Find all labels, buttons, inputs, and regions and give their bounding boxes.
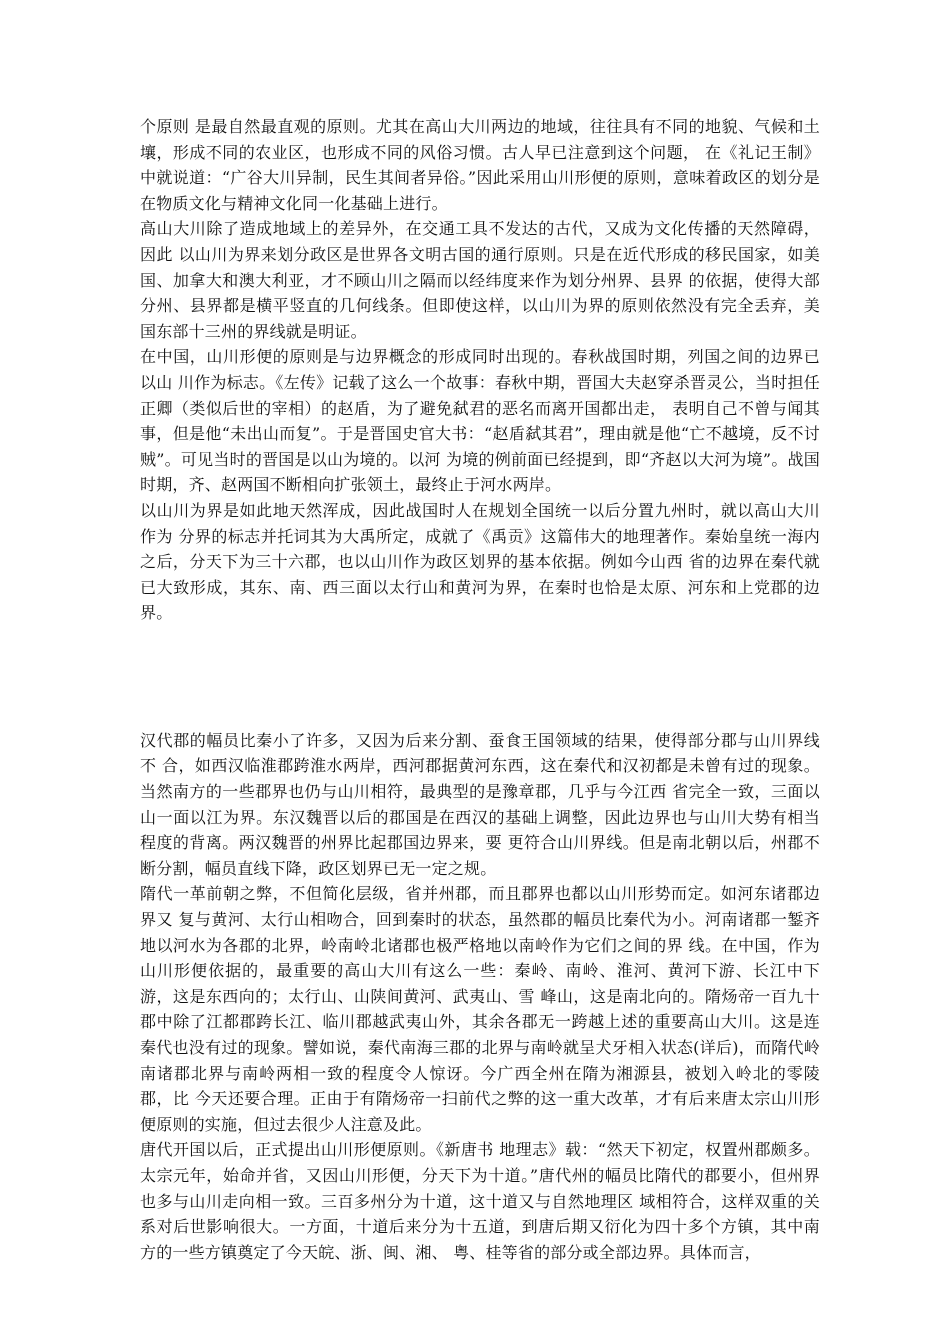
paragraph: 高山大川除了造成地域上的差异外，在交通工具不发达的古代，又成为文化传播的天然障碍，因此 以山川为界来划分政区是世界各文明古国的通行原则。只是在近代形成的移民国家，如美国、加拿大和澳大利亚，才不顾山川之隔而以经纬度来作为划分州界、县界 的依据，使得大部分州、县界都是横平竖直的几何线条。但即使这样，以山川为界的原则依然没有完全丢弃，美国东部十三州的界线就是明证。 <box>140 219 820 341</box>
paragraph: 以山川为界是如此地天然浑成，因此战国时人在规划全国统一以后分置九州时，就以高山大川作为 分界的标志并托词其为大禹所定，成就了《禹贡》这篇伟大的地理著作。秦始皇统一海内之后，分天下为三十六郡，也以山川作为政区划界的基本依据。例如今山西 省的边界在秦代就已大致形成，其东、南、西三面以太行山和黄河为界，在秦时也恰是太原、河东和上党郡的边界。 <box>140 500 820 623</box>
text-section-bottom <box>140 728 820 1265</box>
paragraph: 在中国，山川形便的原则是与边界概念的形成同时出现的。春秋战国时期，列国之间的边界已以山 川作为标志。《左传》记载了这么一个故事：春秋中期，晋国大夫赵穿杀晋灵公，当时担任正卿（类似后世的宰相）的赵盾，为了避免弑君的恶名而离开国都出走， 表明自己不曾与闻其事，但是他“未出山而复”。于是晋国史官大书：“赵盾弑其君”，理由就是他“亡不越境，反不讨贼”。可见当时的晋国是以山为境的。以河 为境的例前面已经提到，即“齐赵以大河为境”。战国时期，齐、赵两国不断相向扩张领土，最终止于河水两岸。 <box>140 347 820 495</box>
paragraph: 个原则 是最自然最直观的原则。尤其在高山大川两边的地域，往往具有不同的地貌、气候和土壤，形成不同的农业区，也形成不同的风俗习惯。古人早已注意到这个问题， 在《礼记王制》中就说道：“广谷大川异制，民生其间者异俗。”因此采用山川形便的原则，意味着政区的划分是在物质文化与精神文化同一化基础上进行。 <box>140 117 820 213</box>
paragraph: 隋代一革前朝之弊，不但简化层级，省并州郡，而且郡界也都以山川形势而定。如河东诸郡边界又 复与黄河、太行山相吻合，回到秦时的状态，虽然郡的幅员比秦代为小。河南诸郡一錾齐地以河水为各郡的北界，岭南岭北诸郡也极严格地以南岭作为它们之间的界 线。在中国，作为山川形便依据的，最重要的高山大川有这么一些：秦岭、南岭、淮河、黄河下游、长江中下游，这是东西向的；太行山、山陕间黄河、武夷山、雪 峰山，这是南北向的。隋炀帝一百九十郡中除了江都郡跨长江、临川郡越武夷山外，其余各郡无一跨越上述的重要高山大川。这是连秦代也没有过的现象。譬如说，秦代南海三郡的北界与南岭就呈犬牙相入状态(详后)，而隋代岭南诸郡北界与南岭两相一致的程度令人惊讶。今广西全州在隋为湘源县，被划入岭北的零陵郡，比 今天还要合理。正由于有隋炀帝一扫前代之弊的这一重大改革，才有后来唐太宗山川形便原则的实施，但过去很少人注意及此。 <box>140 884 820 1134</box>
section-spacer <box>140 626 820 728</box>
document-page <box>140 114 820 1265</box>
paragraph: 汉代郡的幅员比秦小了许多，又因为后来分割、蚕食王国领域的结果，使得部分郡与山川界线不 合，如西汉临淮郡跨淮水两岸，西河郡据黄河东西，这在秦代和汉初都是未曾有过的现象。当然南方的一些郡界也仍与山川相符，最典型的是豫章郡，几乎与今江西 省完全一致，三面以山一面以江为界。东汉魏晋以后的郡国是在西汉的基础上调整，因此边界也与山川大势有相当程度的背离。两汉魏晋的州界比起郡国边界来，要 更符合山川界线。但是南北朝以后，州郡不断分割，幅员直线下降，政区划界已无一定之规。 <box>140 730 820 878</box>
paragraph: 唐代开国以后，正式提出山川形便原则。《新唐书 地理志》载：“然天下初定，权置州郡颇多。太宗元年，始命并省，又因山川形便，分天下为十道。”唐代州的幅员比隋代的郡要小，但州界也多与山川走向相一致。三百多州分为十道，这十道又与自然地理区 域相符合，这样双重的关系对后世影响很大。一方面，十道后来分为十五道，到唐后期又衍化为四十多个方镇，其中南方的一些方镇奠定了今天皖、浙、闽、湘、 粤、桂等省的部分或全部边界。具体而言， <box>140 1140 820 1262</box>
text-section-top <box>140 114 820 626</box>
